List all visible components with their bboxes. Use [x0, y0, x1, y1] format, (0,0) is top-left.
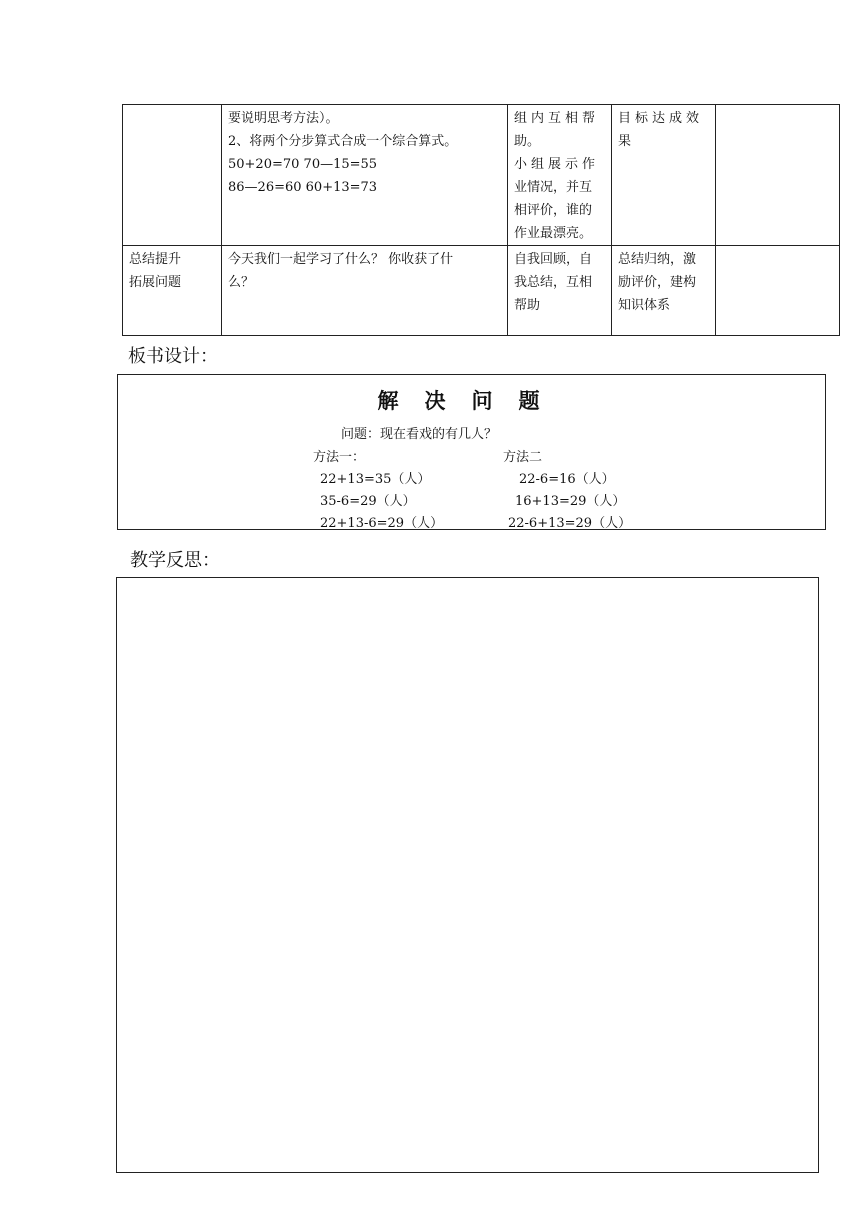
content-cell — [222, 246, 508, 336]
method1-label: 方法一： — [313, 450, 366, 465]
student-line: 助。 — [514, 134, 541, 149]
content-cell — [222, 105, 508, 246]
stage-line: 总结提升 — [129, 252, 182, 267]
note-cell — [716, 246, 840, 336]
student-line: 组内互相帮 — [514, 111, 600, 126]
intent-line: 励评价，建构 — [618, 275, 697, 290]
board-design-box — [117, 374, 826, 530]
table-row — [123, 105, 840, 246]
intent-line: 知识体系 — [618, 298, 671, 313]
intent-line: 目标达成效 — [618, 111, 704, 126]
method1-step: 35-6=29（人） — [320, 494, 416, 509]
content-line: 么？ — [228, 275, 255, 290]
table-row — [123, 246, 840, 336]
student-line: 业情况，并互 — [514, 180, 593, 195]
content-line: 要说明思考方法）。 — [228, 111, 339, 126]
note-cell — [716, 105, 840, 246]
stage-line: 拓展问题 — [129, 275, 182, 290]
student-line: 帮助 — [514, 298, 541, 313]
design-intent-cell — [612, 105, 716, 246]
stage-cell — [123, 246, 222, 336]
content-line: 86—26=60 60+13=73 — [228, 180, 378, 195]
method2-step: 22-6+13=29（人） — [508, 516, 632, 531]
intent-line: 果 — [618, 134, 632, 149]
method1-step: 22+13-6=29（人） — [320, 516, 444, 531]
design-intent-cell — [612, 246, 716, 336]
content-line: 50+20=70 70—15=55 — [228, 157, 378, 172]
student-activity-cell — [508, 246, 612, 336]
reflection-heading: 教学反思： — [130, 550, 220, 571]
student-line: 作业最漂亮。 — [514, 226, 593, 241]
student-line: 相评价，谁的 — [514, 203, 593, 218]
stage-cell — [123, 105, 222, 246]
content-line: 2、将两个分步算式合成一个综合算式。 — [228, 134, 458, 149]
method2-step: 16+13=29（人） — [515, 494, 626, 509]
method1-step: 22+13=35（人） — [320, 472, 431, 487]
board-question: 问题：现在看戏的有几人？ — [341, 427, 498, 442]
student-line: 小组展示作 — [514, 157, 600, 172]
lesson-plan-table — [122, 104, 840, 336]
method2-label: 方法二 — [503, 450, 543, 465]
method2-step: 22-6=16（人） — [519, 472, 615, 487]
student-activity-cell — [508, 105, 612, 246]
board-design-heading: 板书设计： — [128, 346, 218, 367]
content-line: 今天我们一起学习了什么？ 你收获了什 — [228, 252, 454, 267]
reflection-box — [116, 577, 819, 1173]
student-line: 我总结，互相 — [514, 275, 593, 290]
student-line: 自我回顾，自 — [514, 252, 593, 267]
board-title: 解决问题 — [377, 389, 566, 413]
intent-line: 总结归纳，激 — [618, 252, 697, 267]
